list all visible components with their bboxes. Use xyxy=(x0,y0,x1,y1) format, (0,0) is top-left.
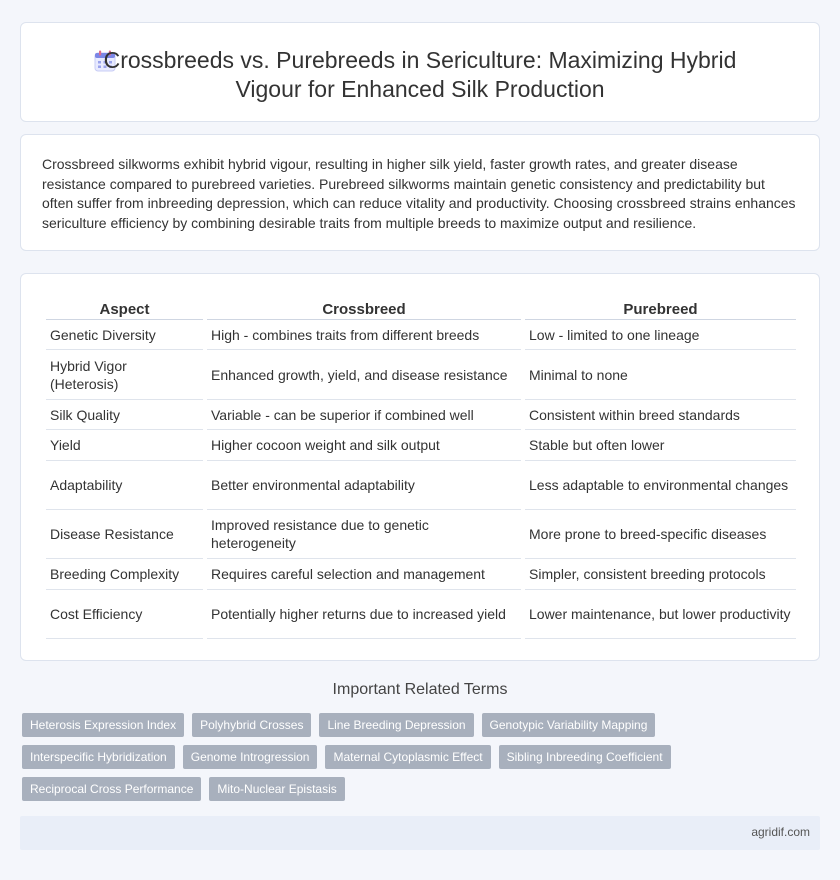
table-cell: Consistent within breed standards xyxy=(525,400,796,430)
table-cell: Enhanced growth, yield, and disease resistance xyxy=(207,350,521,400)
header-purebreed: Purebreed xyxy=(525,294,796,320)
table-row xyxy=(46,350,796,400)
related-term-tag[interactable]: Polyhybrid Crosses xyxy=(192,713,311,737)
table-cell: Higher cocoon weight and silk output xyxy=(207,430,521,461)
table-row xyxy=(46,430,796,461)
table-cell: Adaptability xyxy=(46,461,203,510)
related-term-tag[interactable]: Heterosis Expression Index xyxy=(22,713,184,737)
table-header-row xyxy=(46,294,796,320)
table-cell: Silk Quality xyxy=(46,400,203,430)
related-term-tag[interactable]: Interspecific Hybridization xyxy=(22,745,175,769)
table-cell: Variable - can be superior if combined well xyxy=(207,400,521,430)
table-cell: Improved resistance due to genetic heterogeneity xyxy=(207,510,521,559)
table-cell: Minimal to none xyxy=(525,350,796,400)
related-term-tag[interactable]: Maternal Cytoplasmic Effect xyxy=(325,745,490,769)
table-cell: Breeding Complexity xyxy=(46,559,203,590)
header-aspect: Aspect xyxy=(46,294,203,320)
header-card xyxy=(20,22,820,122)
table-cell: Low - limited to one lineage xyxy=(525,320,796,350)
table-row xyxy=(46,461,796,510)
table-row xyxy=(46,320,796,350)
table-cell: Disease Resistance xyxy=(46,510,203,559)
summary-card xyxy=(20,134,820,251)
comparison-table-card xyxy=(20,273,820,661)
table-row xyxy=(46,400,796,430)
related-term-tag[interactable]: Genome Introgression xyxy=(183,745,318,769)
table-cell: Cost Efficiency xyxy=(46,590,203,639)
footer-site-link[interactable]: agridif.com xyxy=(751,825,810,839)
table-cell: Less adaptable to environmental changes xyxy=(525,461,796,510)
table-cell: Better environmental adaptability xyxy=(207,461,521,510)
comparison-table xyxy=(42,294,800,639)
table-cell: Stable but often lower xyxy=(525,430,796,461)
table-cell: Yield xyxy=(46,430,203,461)
header-crossbreed: Crossbreed xyxy=(207,294,521,320)
table-cell: Simpler, consistent breeding protocols xyxy=(525,559,796,590)
related-term-tag[interactable]: Sibling Inbreeding Coefficient xyxy=(499,745,671,769)
summary-text: Crossbreed silkworms exhibit hybrid vigour, resulting in higher silk yield, faster growth rates, and greater disease resistance compared to purebreed varieties. Purebreed silkworms maintain genetic consistency and predictability but often suffer from inbreeding depression, which can reduce vitality and productivity. Choosing crossbreed strains enhances sericulture efficiency by combining desirable traits from multiple breeds to maximize output and resilience. xyxy=(42,156,796,231)
related-terms-title: Important Related Terms xyxy=(332,681,508,698)
related-term-tag[interactable]: Reciprocal Cross Performance xyxy=(22,777,201,801)
table-cell: More prone to breed-specific diseases xyxy=(525,510,796,559)
table-row xyxy=(46,559,796,590)
page-title: Crossbreeds vs. Purebreeds in Sericulture: Maximizing Hybrid Vigour for Enhanced Silk Production xyxy=(103,47,737,102)
table-row xyxy=(46,590,796,639)
table-cell: Genetic Diversity xyxy=(46,320,203,350)
table-cell: Hybrid Vigor (Heterosis) xyxy=(46,350,203,400)
table-cell: Potentially higher returns due to increased yield xyxy=(207,590,521,639)
related-term-tag[interactable]: Genotypic Variability Mapping xyxy=(482,713,656,737)
related-term-tag[interactable]: Line Breeding Depression xyxy=(319,713,473,737)
table-cell: High - combines traits from different breeds xyxy=(207,320,521,350)
table-cell: Requires careful selection and management xyxy=(207,559,521,590)
related-term-tag[interactable]: Mito-Nuclear Epistasis xyxy=(209,777,344,801)
footer xyxy=(20,816,820,850)
related-terms-tags xyxy=(22,713,812,801)
table-row xyxy=(46,510,796,559)
table-cell: Lower maintenance, but lower productivity xyxy=(525,590,796,639)
